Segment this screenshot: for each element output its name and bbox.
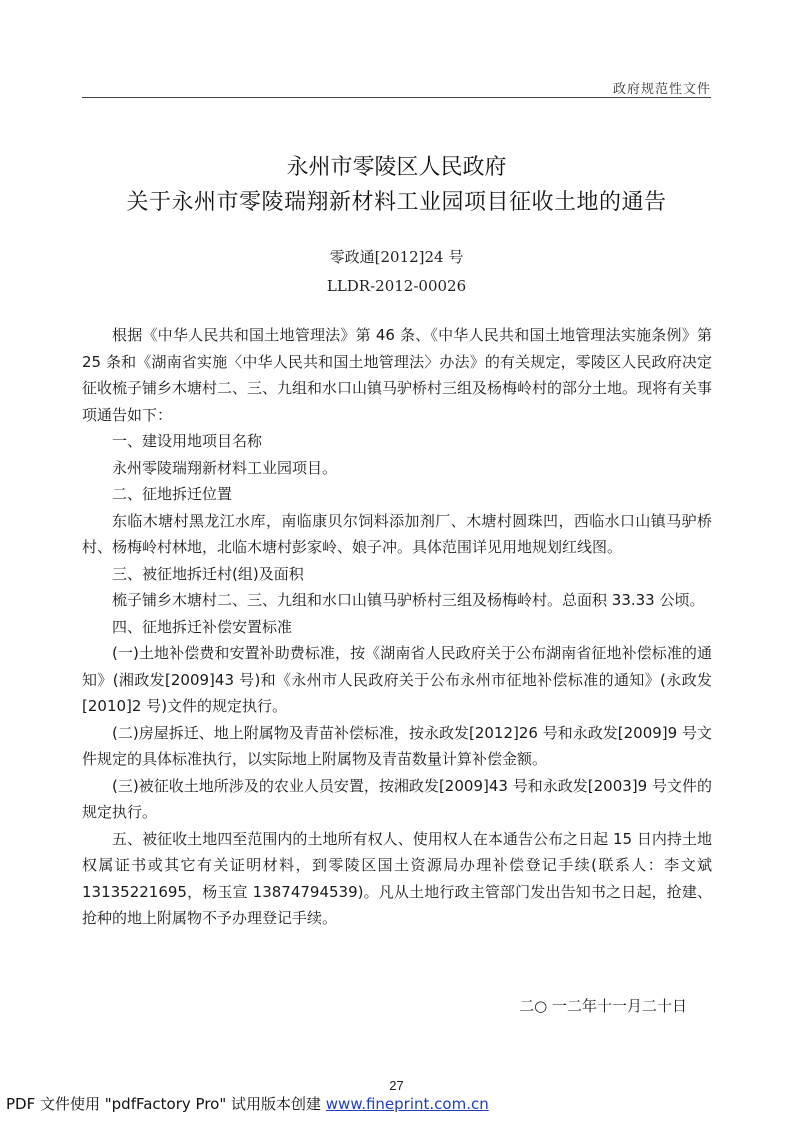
document-title-line1: 永州市零陵区人民政府 bbox=[286, 155, 507, 180]
paragraph-4-1: (一)土地补偿费和安置补助费标准，按《湖南省人民政府关于公布湖南省征地补偿标准的通知》(湘政发[2009]43 号)和《永州市人民政府关于公布永州市征地补偿标准的通知》(永政发[2010]2 号)文件的规定执行。 bbox=[82, 644, 712, 715]
paragraph-5: 五、被征收土地四至范围内的土地所有权人、使用权人在本通告公布之日起 15 日内持土地权属证书或其它有关证明材料，到零陵区国土资源局办理补偿登记手续(联系人：李文斌 13135221695，杨玉宣 13874794539)。凡从土地行政主管部门发出告知书之日起，抢建、抢种的地上附属物不予办理登记手续。 bbox=[82, 829, 712, 927]
page-number: 27 bbox=[389, 1078, 404, 1093]
section-heading-3: 三、被征地拆迁村(组)及面积 bbox=[112, 564, 304, 583]
issue-date: 二○ 一二年十一月二十日 bbox=[519, 997, 687, 1015]
document-body bbox=[82, 322, 712, 932]
paragraph-4-2: (二)房屋拆迁、地上附属物及青苗补偿标准，按永政发[2012]26 号和永政发[2009]9 号文件规定的具体标准执行，以实际地上附属物及青苗数量计算补偿金额。 bbox=[82, 723, 712, 768]
section-heading-1: 一、建设用地项目名称 bbox=[112, 432, 263, 450]
footer-text: PDF 文件使用 "pdfFactory Pro" 试用版本创建 bbox=[6, 1095, 326, 1113]
paragraph-2: 东临木塘村黑龙江水库，南临康贝尔饲料添加剂厂、木塘村圆珠凹，西临水口山镇马驴桥村、杨梅岭村林地，北临木塘村彭家岭、娘子冲。具体范围详见用地规划红线图。 bbox=[82, 511, 712, 556]
header-divider bbox=[82, 97, 711, 98]
section-heading-2: 二、征地拆迁位置 bbox=[112, 485, 233, 503]
document-code: LLDR-2012-00026 bbox=[326, 277, 467, 295]
section-heading-4: 四、征地拆迁补偿安置标准 bbox=[112, 617, 293, 636]
pdf-footer bbox=[6, 1093, 489, 1114]
paragraph-preamble: 根据《中华人民共和国土地管理法》第 46 条、《中华人民共和国土地管理法实施条例》第 25 条和《湖南省实施〈中华人民共和国土地管理法〉办法》的有关规定，零陵区人民政府决定征收梳子铺乡木塘村二、三、九组和水口山镇马驴桥村三组及杨梅岭村的部分土地。现将有关事项通告如下： bbox=[82, 326, 713, 424]
document-number: 零政通[2012]24 号 bbox=[329, 248, 464, 266]
paragraph-4-3: (三)被征收土地所涉及的农业人员安置，按湘政发[2009]43 号和永政发[2003]9 号文件的规定执行。 bbox=[82, 776, 712, 821]
paragraph-3: 梳子铺乡木塘村二、三、九组和水口山镇马驴桥村三组及杨梅岭村。总面积 33.33 公顷。 bbox=[112, 591, 705, 609]
footer-link[interactable]: www.fineprint.com.cn bbox=[325, 1095, 489, 1113]
document-title-line2: 关于永州市零陵瑞翔新材料工业园项目征收土地的通告 bbox=[126, 190, 667, 215]
paragraph-1: 永州零陵瑞翔新材料工业园项目。 bbox=[112, 458, 338, 477]
header-label: 政府规范性文件 bbox=[612, 82, 711, 97]
